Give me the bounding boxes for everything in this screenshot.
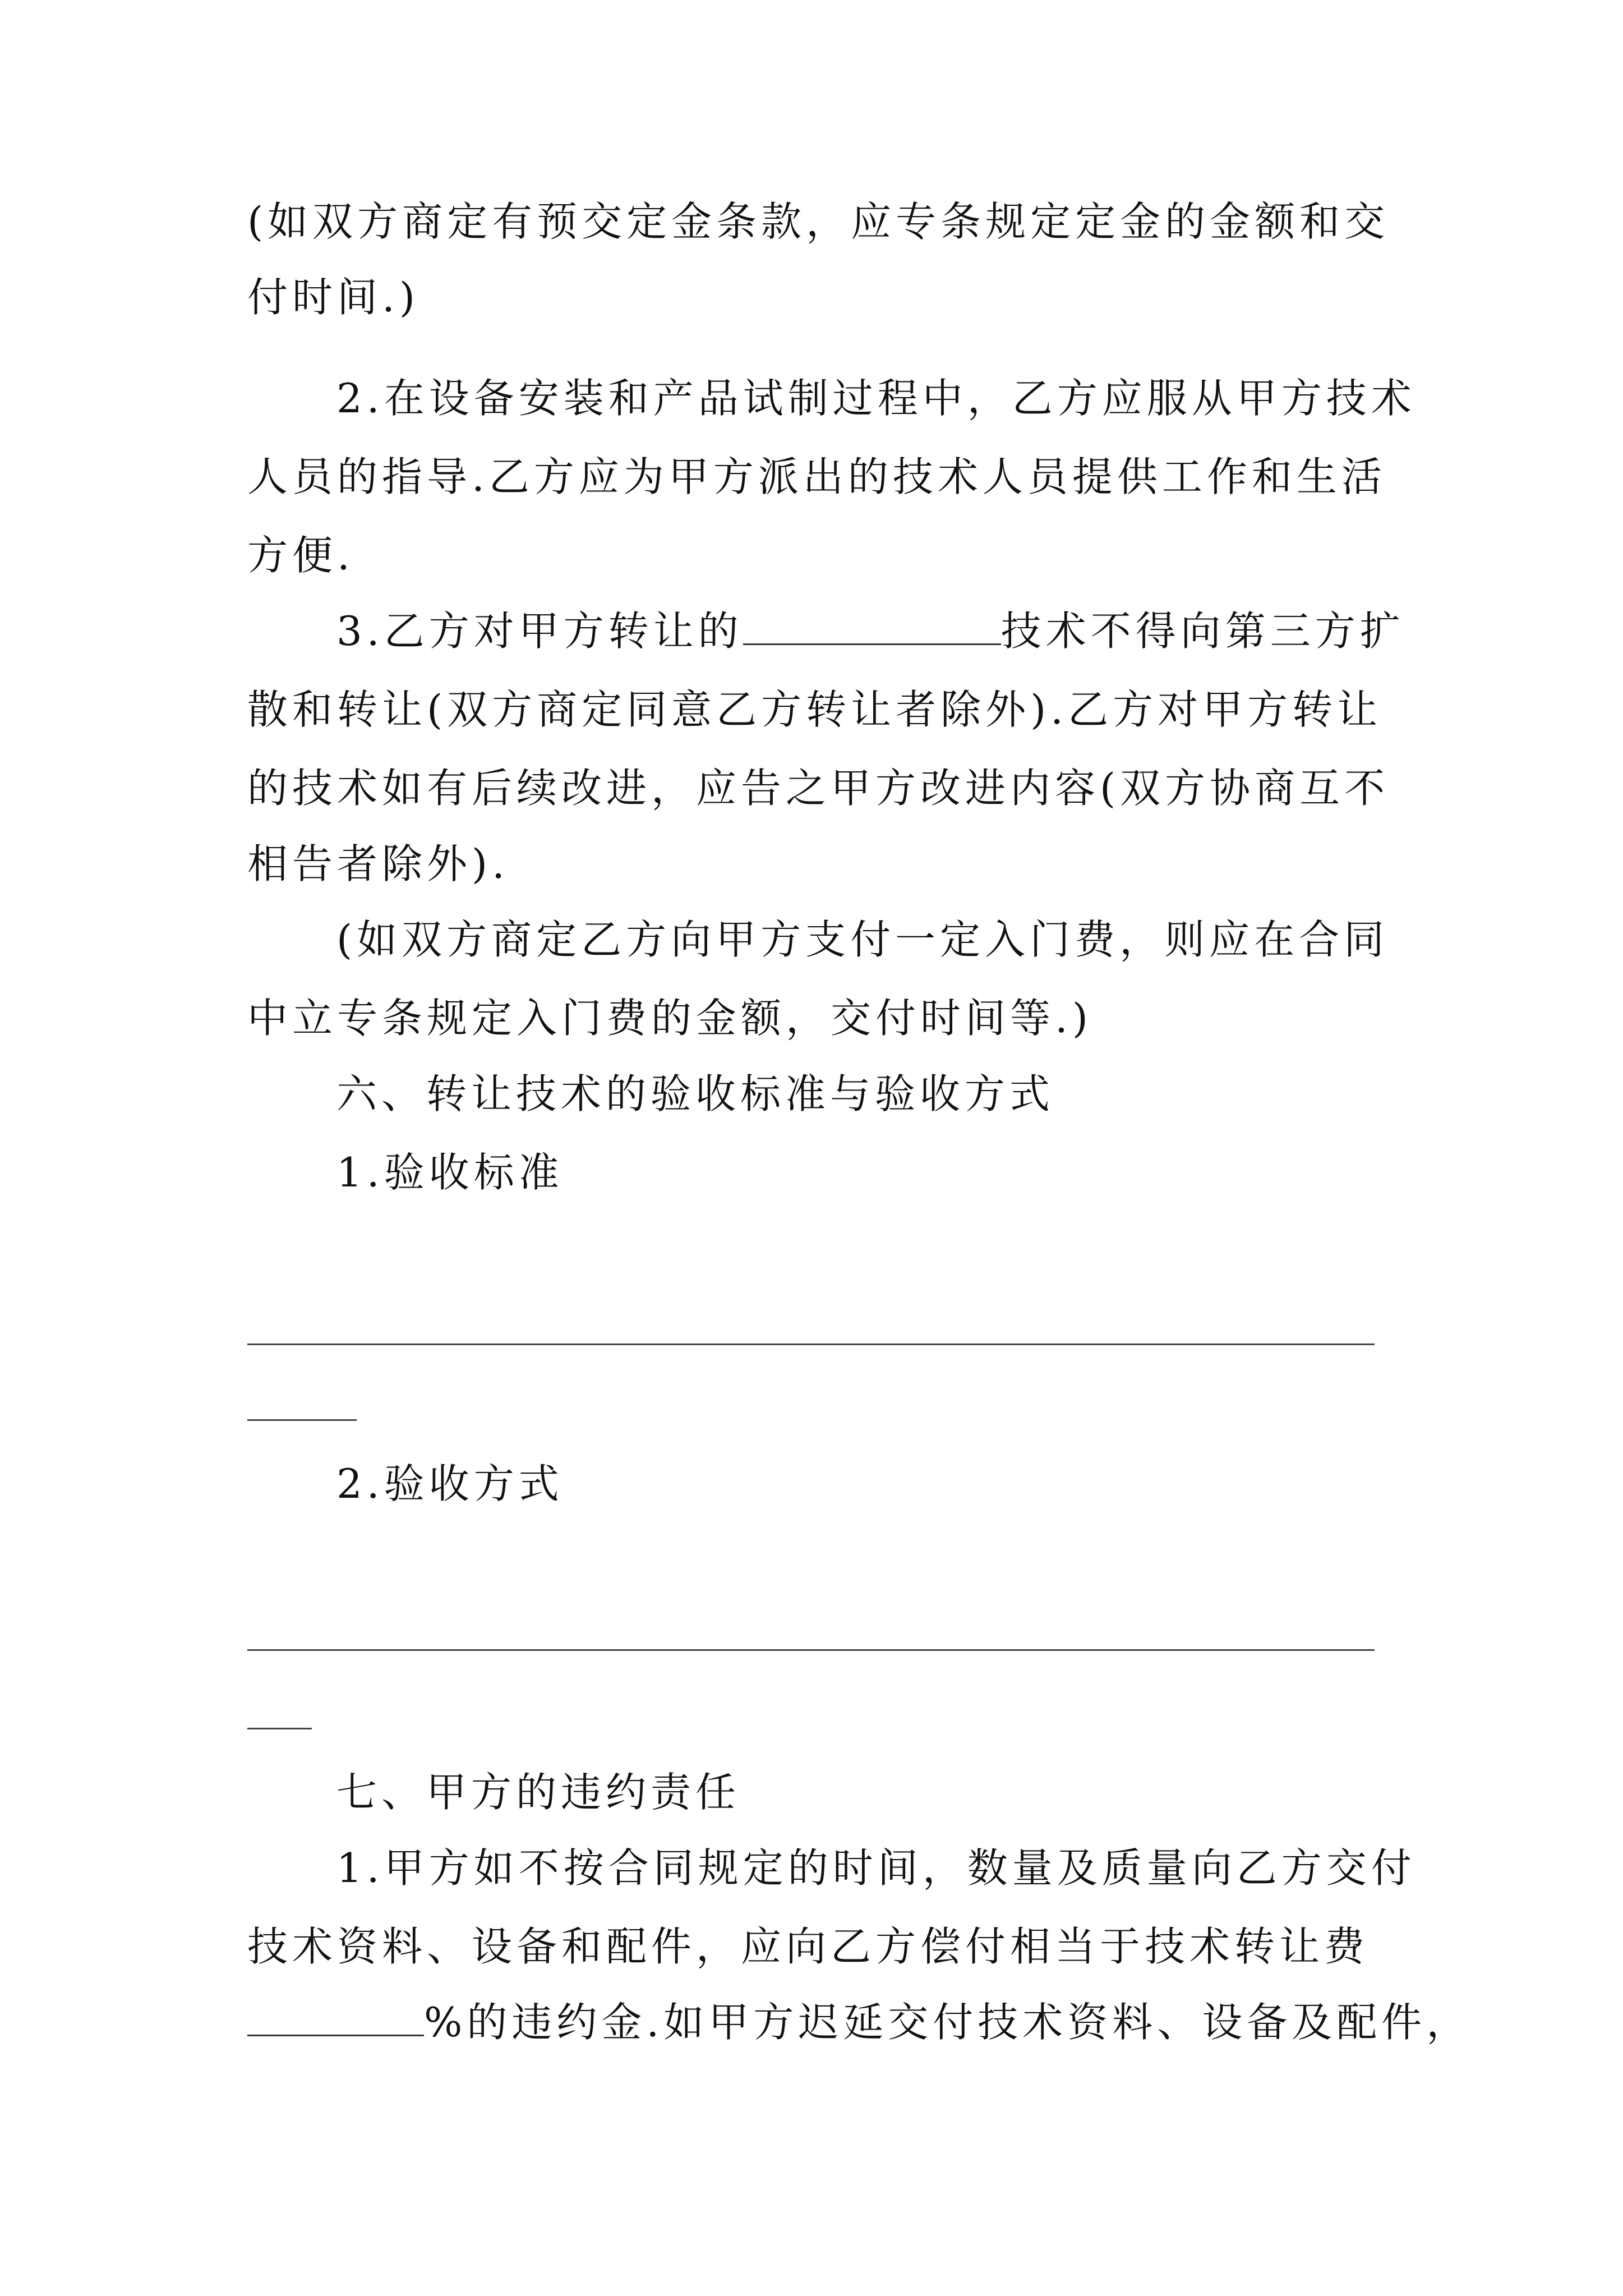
section-heading: 七、甲方的违约责任: [336, 1769, 741, 1816]
paragraph-line: 的技术如有后续改进，应告之甲方改进内容(双方协商互不: [247, 765, 1390, 812]
paragraph-line: 1.甲方如不按合同规定的时间，数量及质量向乙方交付: [336, 1844, 1416, 1892]
paragraph-line-with-blank: [336, 603, 1405, 659]
paragraph-text: 3.乙方对甲方转让的: [336, 608, 743, 655]
section-heading: 六、转让技术的验收标准与验收方式: [336, 1070, 1055, 1117]
paragraph-line: 中立专条规定入门费的金额，交付时间等.): [247, 995, 1092, 1042]
paragraph-line: 人员的指导.乙方应为甲方派出的技术人员提供工作和生活: [247, 453, 1386, 500]
fill-in-blank: [743, 603, 1001, 645]
fill-in-line: [247, 1419, 357, 1421]
paragraph-line-with-blank: [247, 1994, 1471, 2050]
paragraph-line: 2.在设备安装和产品试制过程中，乙方应服从甲方技术: [336, 375, 1416, 422]
fill-in-blank: [247, 1994, 424, 2036]
paragraph-line: 散和转让(双方商定同意乙方转让者除外).乙方对甲方转让: [247, 686, 1382, 733]
fill-in-line: [247, 1343, 1375, 1345]
paragraph-line: 付时间.): [247, 274, 419, 321]
subsection-heading: 1.验收标准: [336, 1149, 564, 1196]
paragraph-text: %的违约金.如甲方迟延交付技术资料、设备及配件，: [424, 1999, 1472, 2046]
paragraph-line: 方便.: [247, 532, 354, 579]
paragraph-line: 相告者除外).: [247, 840, 509, 887]
subsection-heading: 2.验收方式: [336, 1460, 564, 1507]
paragraph-line: (如双方商定乙方向甲方支付一定入门费，则应在合同: [336, 916, 1389, 963]
paragraph-text: 技术不得向第三方扩: [1000, 608, 1405, 655]
fill-in-line: [247, 1649, 1375, 1651]
paragraph-line: 技术资料、设备和配件，应向乙方偿付相当于技术转让费: [247, 1923, 1370, 1970]
fill-in-line: [247, 1728, 312, 1729]
paragraph-line: (如双方商定有预交定金条款，应专条规定定金的金额和交: [247, 198, 1390, 245]
